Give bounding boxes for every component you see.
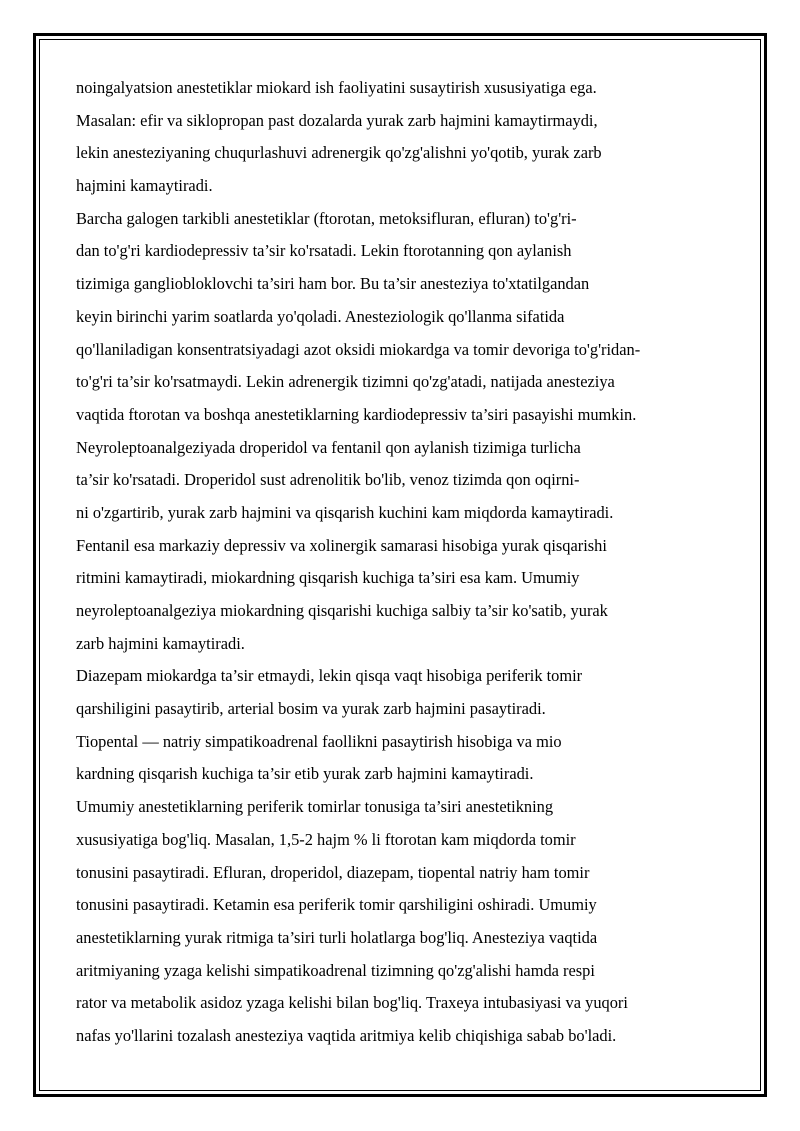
text-line: anestetiklarning yurak ritmiga ta’siri turli holatlarga bog'liq. Anesteziya vaqtida — [76, 927, 598, 947]
text-line: vaqtida ftorotan va boshqa anestetiklarning kardiodepressiv ta’siri pasayishi mumkin. — [76, 404, 637, 424]
text-line: tizimiga gangliobloklovchi ta’siri ham bor. Bu ta’sir anesteziya to'xtatilgandan — [76, 274, 590, 294]
text-line: Barcha galogen tarkibli anestetiklar (ftorotan, metoksifluran, efluran) to'g'ri- — [76, 208, 577, 228]
text-line: Neyroleptoanalgeziyada droperidol va fentanil qon aylanish tizimiga turlicha — [76, 437, 581, 457]
text-line: Masalan: efir va siklopropan past dozalarda yurak zarb hajmini kamaytirmaydi, — [76, 110, 598, 130]
text-line: keyin birinchi yarim soatlarda yo'qoladi. Anesteziologik qo'llanma sifatida — [76, 306, 565, 326]
text-line: noingalyatsion anestetiklar miokard ish faoliyatini susaytirish xususiyatiga ega. — [76, 78, 597, 97]
text-line: kardning qisqarish kuchiga ta’sir etib yurak zarb hajmini kamaytiradi. — [76, 764, 534, 784]
text-line: tonusini pasaytiradi. Efluran, droperidol, diazepam, tiopental natriy ham tomir — [76, 862, 590, 882]
text-line: qo'llaniladigan konsentratsiyadagi azot oksidi miokardga va tomir devoriga to'g'ridan- — [76, 339, 641, 359]
text-line: tonusini pasaytiradi. Ketamin esa periferik tomir qarshiligini oshiradi. Umumiy — [76, 895, 597, 915]
document-body — [76, 72, 736, 1053]
text-line: ritmini kamaytiradi, miokardning qisqarish kuchiga ta’siri esa kam. Umumiy — [76, 568, 580, 588]
text-line: Diazepam miokardga ta’sir etmaydi, lekin qisqa vaqt hisobiga periferik tomir — [76, 666, 583, 686]
text-line: hajmini kamaytiradi. — [76, 176, 213, 196]
text-line: rator va metabolik asidoz yzaga kelishi bilan bog'liq. Traxeya intubasiyasi va yuqori — [76, 993, 628, 1013]
text-line: to'g'ri ta’sir ko'rsatmaydi. Lekin adrenergik tizimni qo'zg'atadi, natijada anesteziya — [76, 372, 615, 392]
text-line: Tiopental — natriy simpatikoadrenal faollikni pasaytirish hisobiga va mio — [76, 731, 562, 751]
text-line: lekin anesteziyaning chuqurlashuvi adrenergik qo'zg'alishni yo'qotib, yurak zarb — [76, 143, 602, 163]
text-line: nafas yo'llarini tozalash anesteziya vaqtida aritmiya kelib chiqishiga sabab bo'ladi. — [76, 1025, 617, 1045]
text-line: ta’sir ko'rsatadi. Droperidol sust adrenolitik bo'lib, venoz tizimda qon oqirni- — [76, 470, 580, 490]
text-line: aritmiyaning yzaga kelishi simpatikoadrenal tizimning qo'zg'alishi hamda respi — [76, 960, 595, 980]
text-line: ni o'zgartirib, yurak zarb hajmini va qisqarish kuchini kam miqdorda kamaytiradi. — [76, 502, 614, 522]
text-line: qarshiligini pasaytirib, arterial bosim va yurak zarb hajmini pasaytiradi. — [76, 699, 546, 719]
text-line: Umumiy anestetiklarning periferik tomirlar tonusiga ta’siri anestetikning — [76, 797, 554, 817]
text-line: neyroleptoanalgeziya miokardning qisqarishi kuchiga salbiy ta’sir ko'satib, yurak — [76, 601, 608, 620]
text-line: xususiyatiga bog'liq. Masalan, 1,5-2 hajm % li ftorotan kam miqdorda tomir — [76, 829, 576, 849]
text-line: Fentanil esa markaziy depressiv va xolinergik samarasi hisobiga yurak qisqarishi — [76, 535, 607, 555]
text-line: zarb hajmini kamaytiradi. — [76, 633, 245, 653]
text-line: dan to'g'ri kardiodepressiv ta’sir ko'rsatadi. Lekin ftorotanning qon aylanish — [76, 241, 572, 261]
